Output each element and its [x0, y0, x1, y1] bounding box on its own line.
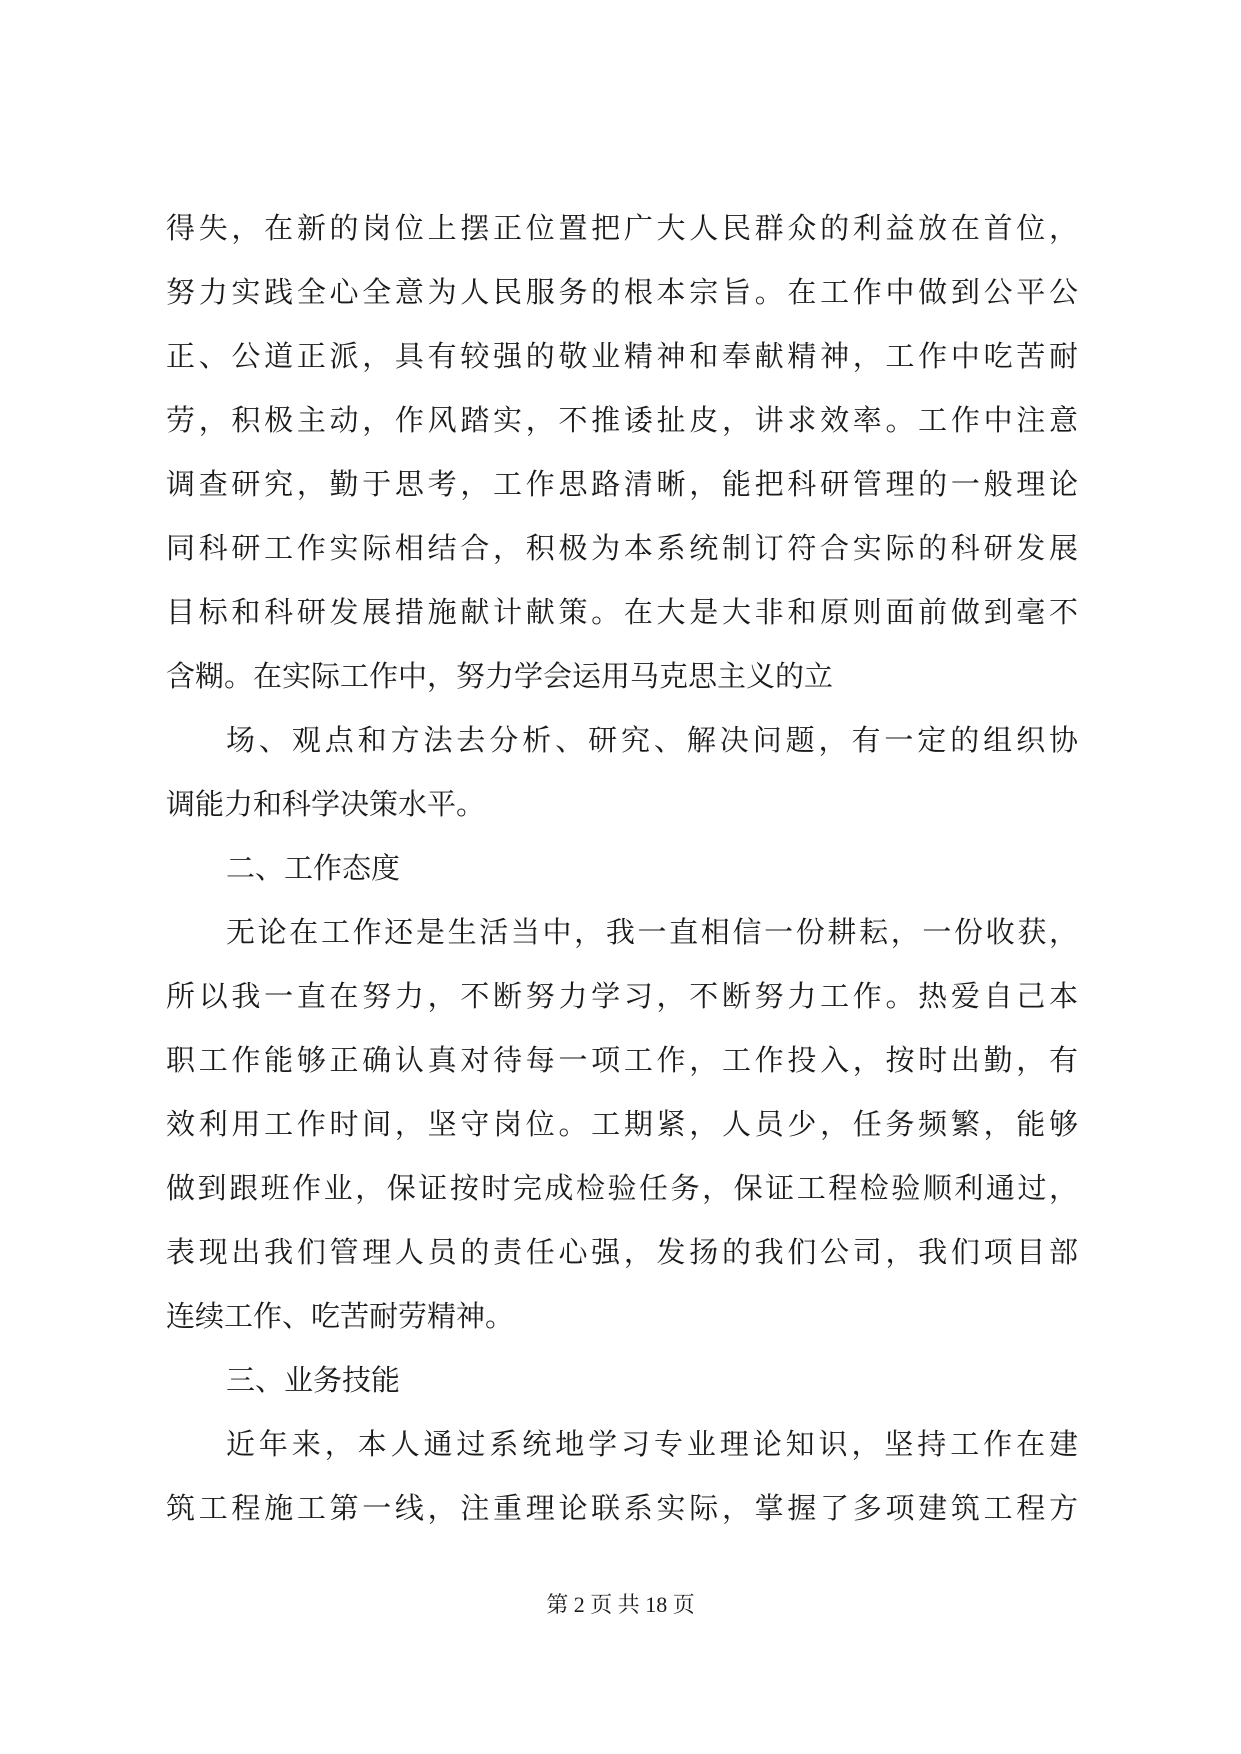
text-line: 调查研究，勤于思考，工作思路清晰，能把科研管理的一般理论	[166, 467, 1078, 501]
section-heading: 二、工作态度	[226, 851, 401, 885]
section-heading: 三、业务技能	[226, 1363, 401, 1397]
body-text	[166, 196, 1078, 1540]
text-line: 表现出我们管理人员的责任心强，发扬的我们公司，我们项目部	[166, 1235, 1078, 1269]
text-line: 正、公道正派，具有较强的敬业精神和奉献精神，工作中吃苦耐	[166, 339, 1078, 373]
text-line: 近年来，本人通过系统地学习专业理论知识，坚持工作在建	[226, 1427, 1078, 1461]
page-footer: 第 2 页 共 18 页	[546, 1592, 695, 1617]
text-line: 含糊。在实际工作中，努力学会运用马克思主义的立	[166, 659, 834, 693]
text-line: 同科研工作实际相结合，积极为本系统制订符合实际的科研发展	[166, 531, 1078, 565]
text-line: 职工作能够正确认真对待每一项工作，工作投入，按时出勤，有	[166, 1043, 1078, 1077]
text-line: 连续工作、吃苦耐劳精神。	[166, 1299, 515, 1333]
text-line: 无论在工作还是生活当中，我一直相信一份耕耘，一份收获，	[226, 915, 1078, 949]
text-line: 筑工程施工第一线，注重理论联系实际，掌握了多项建筑工程方	[166, 1491, 1078, 1525]
text-line: 效利用工作时间，坚守岗位。工期紧，人员少，任务频繁，能够	[166, 1107, 1078, 1141]
text-line: 做到跟班作业，保证按时完成检验任务，保证工程检验顺利通过，	[166, 1171, 1078, 1205]
text-line: 所以我一直在努力，不断努力学习，不断努力工作。热爱自己本	[166, 979, 1078, 1013]
text-line: 场、观点和方法去分析、研究、解决问题，有一定的组织协	[226, 723, 1078, 757]
text-line: 得失，在新的岗位上摆正位置把广大人民群众的利益放在首位，	[166, 211, 1078, 245]
text-line: 劳，积极主动，作风踏实，不推诿扯皮，讲求效率。工作中注意	[166, 403, 1078, 437]
text-line: 努力实践全心全意为人民服务的根本宗旨。在工作中做到公平公	[166, 275, 1078, 309]
text-line: 目标和科研发展措施献计献策。在大是大非和原则面前做到毫不	[166, 595, 1078, 629]
text-line: 调能力和科学决策水平。	[166, 787, 486, 821]
